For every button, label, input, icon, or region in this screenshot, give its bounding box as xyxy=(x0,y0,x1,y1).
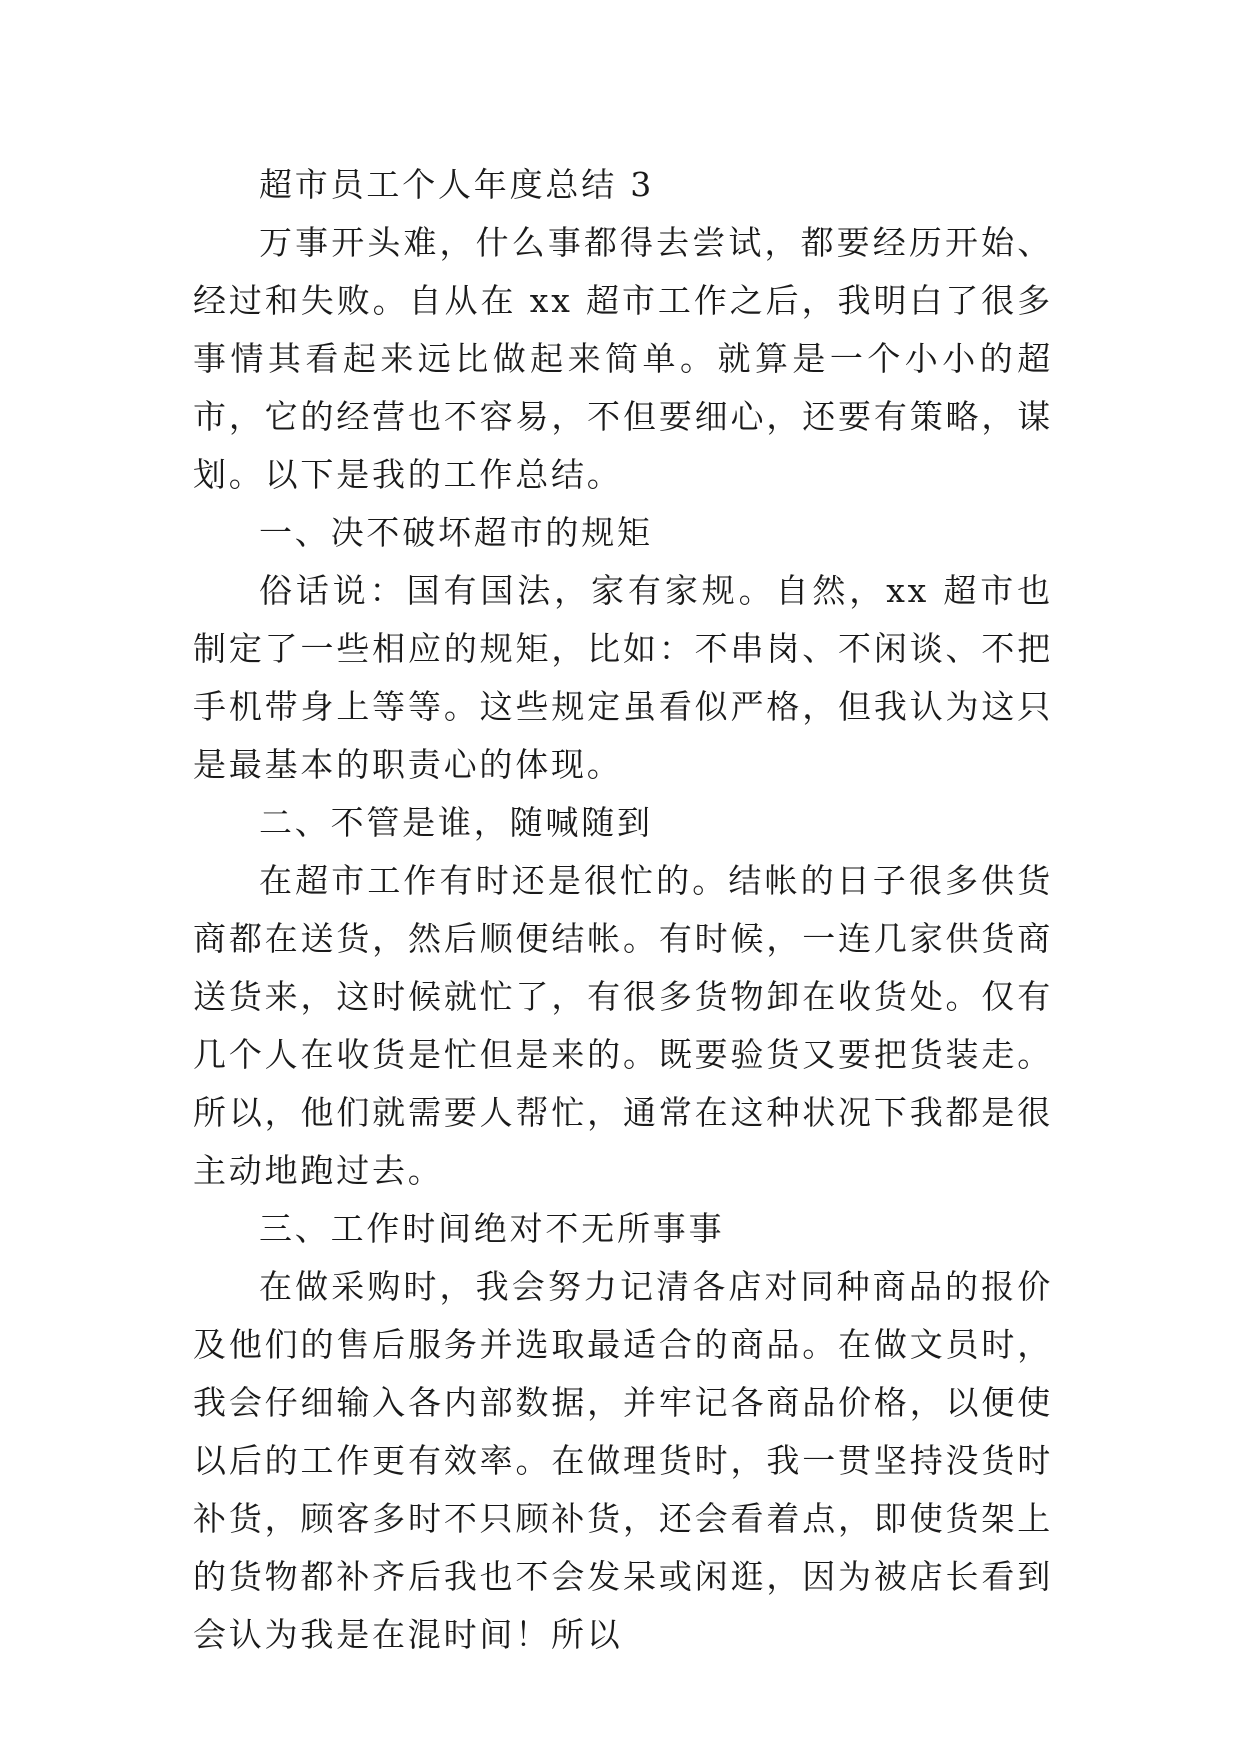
document-title: 超市员工个人年度总结 3 xyxy=(259,165,655,204)
section-paragraph-3: 在做采购时，我会努力记清各店对同种商品的报价及他们的售后服务并选取最适合的商品。在做文员时，我会仔细输入各内部数据，并牢记各商品价格，以便使以后的工作更有效率。在做理货时，我一贯坚持没货时补货，顾客多时不只顾补货，还会看着点，即使货架上的货物都补齐后我也不会发呆或闲逛，因为被店长看到会认为我是在混时间！所以 xyxy=(193,1267,1053,1654)
section-heading-1: 一、决不破坏超市的规矩 xyxy=(259,513,653,552)
section-paragraph-1: 俗话说：国有国法，家有家规。自然，xx 超市也制定了一些相应的规矩，比如：不串岗、不闲谈、不把手机带身上等等。这些规定虽看似严格，但我认为这只是最基本的职责心的体现。 xyxy=(193,571,1053,784)
section-heading-2: 二、不管是谁，随喊随到 xyxy=(259,803,653,842)
document-body xyxy=(193,156,1053,1664)
section-paragraph-2: 在超市工作有时还是很忙的。结帐的日子很多供货商都在送货，然后顺便结帐。有时候，一连几家供货商送货来，这时候就忙了，有很多货物卸在收货处。仅有几个人在收货是忙但是来的。既要验货又要把货装走。所以，他们就需要人帮忙，通常在这种状况下我都是很主动地跑过去。 xyxy=(193,861,1053,1190)
intro-paragraph: 万事开头难，什么事都得去尝试，都要经历开始、经过和失败。自从在 xx 超市工作之后，我明白了很多事情其看起来远比做起来简单。就算是一个小小的超市，它的经营也不容易，不但要细心，还要有策略，谋划。以下是我的工作总结。 xyxy=(193,223,1053,494)
section-heading-3: 三、工作时间绝对不无所事事 xyxy=(259,1209,725,1248)
